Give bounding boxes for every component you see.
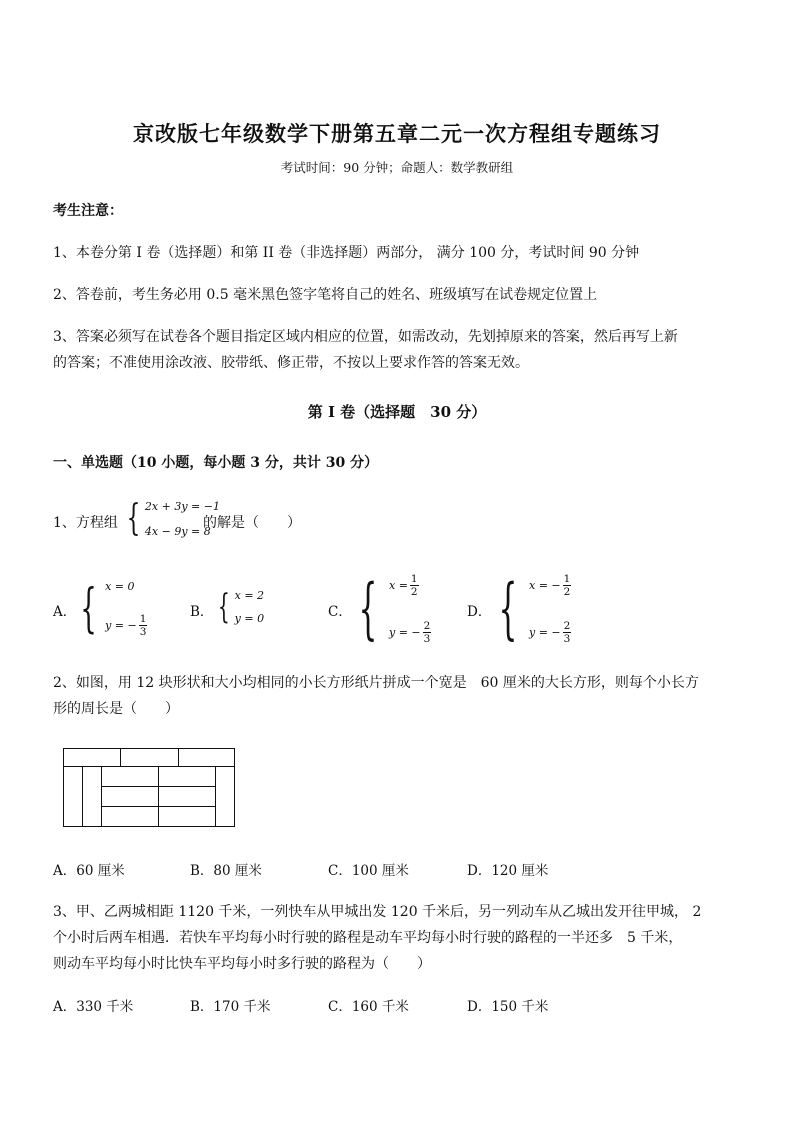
tile [178, 748, 235, 767]
q3-option-b[interactable]: B．170 千米 [190, 999, 271, 1015]
q1-option-d[interactable]: { x = − $\frac{1}{2}$ y = − $\frac{2}{3}$ [498, 570, 571, 647]
tile [101, 806, 159, 827]
q3-line-2: 个小时后两车相遇．若快车平均每小时行驶的路程是动车平均每小时行驶的路程的一半还多 5 千米， [53, 930, 683, 946]
q1-eq2: 4x − 9y = 8 [144, 525, 211, 538]
tile [63, 748, 121, 767]
q1-option-b[interactable]: { x = 2 y = 0 [217, 587, 265, 627]
q2-option-d[interactable]: D．120 厘米 [467, 863, 549, 879]
tile [82, 766, 102, 827]
section-title: 第 I 卷（选择题 30 分） [307, 403, 487, 421]
part-title: 一、单选题（10 小题，每小题 3 分，共计 30 分） [53, 455, 379, 471]
page-title: 京改版七年级数学下册第五章二元一次方程组专题练习 [133, 121, 661, 146]
q3-line-3: 则动车平均每小时比快车平均每小时多行驶的路程为（ ） [53, 956, 431, 972]
notice-item-2: 2、答卷前，考生务必用 0.5 毫米黑色签字笔将自己的姓名、班级填写在试卷规定位置上 [53, 287, 598, 303]
exam-info: 考试时间：90 分钟；命题人：数学教研组 [280, 160, 514, 175]
q1-prefix: 1、方程组 [53, 515, 118, 531]
q2-line-2: 形的周长是（ ） [53, 701, 179, 717]
q2-option-b[interactable]: B．80 厘米 [190, 863, 262, 879]
tile [101, 766, 159, 787]
q2-option-a[interactable]: A．60 厘米 [53, 863, 125, 879]
tile [101, 786, 159, 807]
notice-heading: 考生注意： [53, 203, 123, 219]
notice-item-3-cont: 的答案；不准使用涂改液、胶带纸、修正带，不按以上要求作答的答案无效。 [53, 355, 529, 371]
q2-option-c[interactable]: C．100 厘米 [328, 863, 409, 879]
q1-option-d-label: D． [467, 604, 492, 620]
q1-option-c-label: C． [328, 604, 352, 620]
q1-option-a[interactable]: { x = 0 y = − $\frac{1}{3}$ [80, 579, 147, 639]
rectangle-tiling-diagram [63, 748, 235, 827]
q1-system: { 2x + 3y = −1 4x − 9y = 8 [126, 498, 220, 539]
q3-line-1: 3、甲、乙两城相距 1120 千米，一列快车从甲城出发 120 千米后，另一列动车从乙城出发开往甲城， 2 [53, 904, 702, 920]
notice-item-3: 3、答案必须写在试卷各个题目指定区域内相应的位置，如需改动，先划掉原来的答案，然后再写上新 [53, 329, 678, 345]
q1-option-c[interactable]: { x = $\frac{1}{2}$ y = − $\frac{2}{3}$ [358, 570, 431, 647]
q3-option-a[interactable]: A．330 千米 [53, 999, 134, 1015]
tile [158, 806, 216, 827]
tile [63, 766, 83, 827]
q1-option-a-label: A． [53, 604, 77, 620]
tile [158, 786, 216, 807]
tile [158, 766, 216, 787]
q1-eq1: 2x + 3y = −1 [144, 500, 220, 513]
tile [215, 766, 235, 827]
q3-option-d[interactable]: D．150 千米 [467, 999, 549, 1015]
tile [120, 748, 179, 767]
notice-item-1: 1、本卷分第 I 卷（选择题）和第 II 卷（非选择题）两部分， 满分 100 分，考试时间 90 分钟 [53, 245, 640, 261]
q1-suffix: 的解是（ ） [203, 515, 301, 531]
q2-line-1: 2、如图，用 12 块形状和大小均相同的小长方形纸片拼成一个宽是 60 厘米的大长方形，则每个小长方 [53, 675, 699, 691]
q3-option-c[interactable]: C．160 千米 [328, 999, 409, 1015]
q1-option-b-label: B． [190, 604, 214, 620]
